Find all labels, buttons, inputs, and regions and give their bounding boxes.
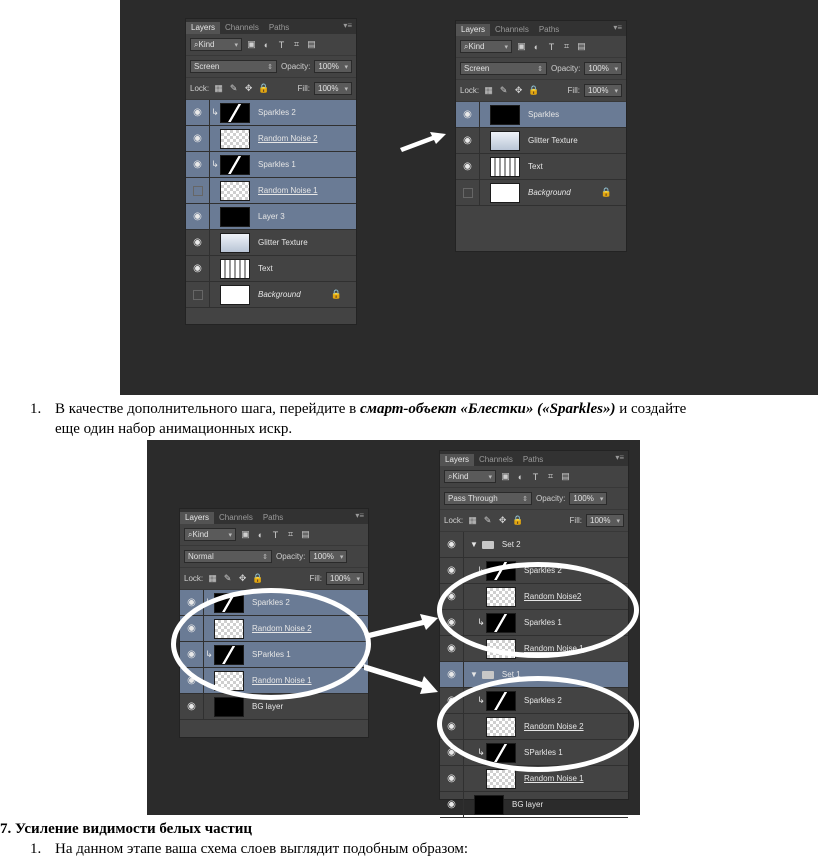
layer-name: Sparkles 1 [258,160,296,169]
lock-paint-icon[interactable]: ✎ [483,515,492,525]
eye-icon: ◉ [447,617,456,628]
tab-paths[interactable]: Paths [268,23,290,32]
shape-filter-icon[interactable]: ⌗ [547,471,554,481]
fill-value: 100% [318,84,339,93]
expand-triangle-icon[interactable]: ▼ [470,670,478,679]
panel-tabs [180,509,368,524]
eye-icon: ◉ [447,721,456,732]
step-number: 1. [30,401,42,417]
step-text-part1: В качестве дополнительного шага, перейдите в [55,401,361,417]
screenshot-bottom [147,440,640,815]
lock-paint-icon[interactable]: ✎ [223,573,232,583]
layer-row[interactable] [456,154,626,180]
clipping-arrow-icon: ↳ [477,747,485,757]
visibility-toggle[interactable] [456,128,480,153]
eye-icon: ◉ [193,159,202,170]
layer-row[interactable] [186,230,356,256]
visibility-toggle[interactable] [456,154,480,179]
filter-row [440,466,628,488]
layer-group[interactable] [440,532,628,558]
blend-mode-value: Screen [464,64,490,73]
eye-icon: ◉ [187,597,196,608]
layer-row[interactable] [440,792,628,818]
fill-input[interactable] [326,572,364,585]
lock-position-icon[interactable]: ✥ [238,573,247,583]
opacity-label: Opacity: [281,62,311,71]
chevron-down-icon: ▾ [616,517,620,525]
visibility-toggle[interactable] [440,792,464,817]
section-item-number: 1. [30,841,42,857]
clipping-arrow-icon: ↳ [211,159,219,169]
lock-pixels-icon[interactable]: ▦ [214,83,223,93]
image-filter-icon[interactable]: ▣ [517,41,526,51]
adjustment-filter-icon[interactable]: ◐ [517,471,524,482]
empty-visibility-box [463,188,473,198]
type-filter-icon[interactable]: T [532,471,539,482]
layer-name: Random Noise 1 [524,774,584,783]
chevron-down-icon: ▾ [344,85,348,93]
tab-channels[interactable]: Channels [219,513,253,522]
blend-mode-select[interactable] [460,62,547,75]
layer-name: Glitter Texture [528,136,578,145]
layer-thumbnail [220,259,250,279]
lock-label: Lock: [444,516,464,525]
search-icon: ⌕ [448,471,453,481]
tab-layers[interactable]: Layers [186,22,220,34]
lock-all-icon[interactable]: 🔒 [258,83,270,93]
clipping-arrow-icon: ↳ [477,695,485,705]
image-filter-icon[interactable]: ▣ [501,471,510,481]
layer-name: Text [528,162,543,171]
eye-icon: ◉ [447,669,456,680]
screenshot-top [120,0,818,395]
smartobject-filter-icon[interactable]: ▤ [561,471,570,481]
lock-position-icon[interactable]: ✥ [514,85,523,95]
layer-name: Sparkles 2 [258,108,296,117]
opacity-value: 100% [573,494,594,503]
empty-visibility-box [193,186,203,196]
step-line-1 [30,400,686,418]
layer-name: Random Noise 2 [524,722,584,731]
layer-name: Random Noise 2 [252,624,312,633]
lock-all-icon[interactable]: 🔒 [512,515,524,525]
layer-thumbnail [490,183,520,203]
fill-value: 100% [330,574,351,583]
layer-name: BG layer [252,702,284,711]
layers-list [186,100,356,308]
layer-name: Sparkles 2 [524,696,562,705]
blend-mode-select[interactable] [190,60,277,73]
layer-name: Glitter Texture [258,238,308,247]
clipping-arrow-icon: ↳ [477,565,485,575]
visibility-toggle[interactable] [186,100,210,125]
layer-name: Sparkles 2 [252,598,290,607]
clipping-arrow-icon: ↳ [211,107,219,117]
search-icon: ⌕ [188,529,193,539]
panel-tabs [456,21,626,36]
layer-name: Background [528,188,571,197]
tab-channels[interactable]: Channels [479,455,513,464]
kind-filter-select[interactable] [460,40,512,53]
panel-menu-icon[interactable]: ▾≡ [343,21,352,30]
visibility-toggle[interactable] [186,230,210,255]
layer-row[interactable] [186,256,356,282]
kind-filter-select[interactable] [444,470,496,483]
filter-row [186,34,356,56]
visibility-toggle[interactable] [180,694,204,719]
tab-paths[interactable]: Paths [538,25,560,34]
fill-label: Fill: [569,516,582,525]
type-filter-icon[interactable]: T [278,39,285,50]
eye-icon: ◉ [193,237,202,248]
panel-menu-icon[interactable]: ▾≡ [355,511,364,520]
shape-filter-icon[interactable]: ⌗ [287,529,294,539]
layer-row[interactable] [456,102,626,128]
layer-thumbnail [220,181,250,201]
tab-channels[interactable]: Channels [495,25,529,34]
fill-label: Fill: [309,574,322,583]
section-item [30,840,468,858]
clipping-arrow-icon: ↳ [205,649,213,659]
layers-list [456,102,626,206]
expand-triangle-icon[interactable]: ▼ [470,540,478,549]
lock-icon: 🔒 [600,187,612,197]
opacity-value: 100% [313,552,334,561]
layer-row[interactable] [186,178,356,204]
fill-input[interactable] [584,84,622,97]
tab-paths[interactable]: Paths [522,455,544,464]
visibility-toggle[interactable] [186,256,210,281]
kind-label: Kind [198,40,215,49]
layer-thumbnail [490,131,520,151]
eye-icon: ◉ [193,263,202,274]
clipping-arrow-icon: ↳ [477,617,485,627]
opacity-label: Opacity: [276,552,306,561]
layer-name: Random Noise 1 [252,676,312,685]
opacity-value: 100% [588,64,609,73]
lock-all-icon[interactable]: 🔒 [528,85,540,95]
layer-name: Sparkles [528,110,560,119]
lock-paint-icon[interactable]: ✎ [499,85,508,95]
layer-name: Set 2 [501,540,521,549]
blend-mode-value: Screen [194,62,220,71]
chevron-down-icon: ▾ [614,65,618,73]
step-line-2 [55,420,292,438]
layer-row[interactable] [186,282,356,308]
layers-panel-after [455,20,627,252]
layer-thumbnail [474,795,504,815]
eye-icon: ◉ [463,135,472,146]
type-filter-icon[interactable]: T [548,41,555,52]
chevron-down-icon: ▾ [228,531,232,539]
layer-name: SParkles 1 [252,650,291,659]
layer-thumbnail [490,157,520,177]
eye-icon: ◉ [193,133,202,144]
lock-paint-icon[interactable]: ✎ [229,83,238,93]
fill-input[interactable] [314,82,352,95]
visibility-toggle[interactable] [186,178,210,203]
kind-label: Kind [468,42,485,51]
tab-channels[interactable]: Channels [225,23,259,32]
layer-name: Random Noise 1 [258,186,318,195]
panel-menu-icon[interactable]: ▾≡ [615,453,624,462]
layer-row[interactable] [186,126,356,152]
eye-icon: ◉ [447,565,456,576]
blend-mode-value: Normal [188,552,214,561]
chevron-updown-icon: ⇕ [262,553,268,561]
eye-icon: ◉ [447,747,456,758]
opacity-value: 100% [318,62,339,71]
lock-pixels-icon[interactable]: ▦ [208,573,217,583]
blend-mode-value: Pass Through [448,494,498,503]
eye-icon: ◉ [447,799,456,810]
step-text-emphasis: смарт-объект «Блестки» («Sparkles») [360,401,616,417]
layer-row[interactable] [186,100,356,126]
filter-row [180,524,368,546]
highlight-ellipse-left [171,588,371,700]
fill-label: Fill: [297,84,310,93]
layer-thumbnail [220,129,250,149]
layer-name: Set 1 [501,670,521,679]
visibility-toggle[interactable] [186,282,210,307]
blend-mode-select[interactable] [444,492,532,505]
lock-row [186,78,356,100]
layers-panel-before [185,18,357,325]
eye-icon: ◉ [447,695,456,706]
search-icon: ⌕ [194,39,199,49]
fill-label: Fill: [567,86,580,95]
lock-label: Lock: [190,84,210,93]
smartobject-filter-icon[interactable]: ▤ [301,529,310,539]
chevron-updown-icon: ⇕ [522,495,528,503]
eye-icon: ◉ [193,211,202,222]
shape-filter-icon[interactable]: ⌗ [293,39,300,49]
layer-row[interactable] [456,180,626,206]
adjustment-filter-icon[interactable]: ◐ [257,529,264,540]
kind-label: Kind [192,530,209,539]
smartobject-filter-icon[interactable]: ▤ [577,41,586,51]
panel-tabs [186,19,356,34]
opacity-input[interactable] [314,60,352,73]
layer-name: Random Noise2 [524,592,582,601]
visibility-toggle[interactable] [440,532,464,557]
lock-position-icon[interactable]: ✥ [244,83,253,93]
lock-all-icon[interactable]: 🔒 [252,573,264,583]
arrow-up-right-icon [362,610,442,640]
visibility-toggle[interactable] [186,152,210,177]
lock-row [180,568,368,590]
section-heading-text: 7. Усиление видимости белых частиц [0,821,252,837]
section-item-text: На данном этапе ваша схема слоев выглядит подобным образом: [55,841,469,857]
layer-thumbnail [486,769,516,789]
image-filter-icon[interactable]: ▣ [241,529,250,539]
visibility-toggle[interactable] [440,766,464,791]
blend-row [456,58,626,80]
eye-icon: ◉ [187,701,196,712]
visibility-toggle[interactable] [186,204,210,229]
kind-label: Kind [452,472,469,481]
step-text-part3: и создайте [615,401,687,417]
layer-thumbnail [220,103,250,123]
blend-row [186,56,356,78]
clipping-arrow-icon: ↳ [205,597,213,607]
chevron-updown-icon: ⇕ [537,65,544,73]
layer-thumbnail [220,207,250,227]
lock-label: Lock: [184,574,204,583]
chevron-down-icon: ▾ [488,473,492,481]
lock-label: Lock: [460,86,480,95]
search-icon: ⌕ [464,41,469,51]
blend-row [440,488,628,510]
chevron-down-icon: ▾ [339,553,344,561]
type-filter-icon[interactable]: T [272,529,279,540]
empty-visibility-box [193,290,203,300]
layer-thumbnail [220,233,250,253]
tab-layers[interactable]: Layers [180,512,214,524]
blend-row [180,546,368,568]
visibility-toggle[interactable] [456,102,480,127]
section-heading [0,820,252,838]
eye-icon: ◉ [447,539,456,550]
adjustment-filter-icon[interactable]: ◐ [533,41,540,52]
chevron-down-icon: ▾ [234,41,238,49]
eye-icon: ◉ [447,643,456,654]
eye-icon: ◉ [447,591,456,602]
blend-mode-select[interactable] [184,550,272,563]
chevron-updown-icon: ⇕ [267,63,274,71]
layer-name: Sparkles 2 [524,566,562,575]
tab-paths[interactable]: Paths [262,513,284,522]
chevron-down-icon: ▾ [504,43,508,51]
lock-row [456,80,626,102]
panel-menu-icon[interactable]: ▾≡ [613,23,622,32]
arrow-down-right-icon [362,660,442,700]
opacity-label: Opacity: [551,64,581,73]
layer-name: SParkles 1 [524,748,563,757]
opacity-label: Opacity: [536,494,566,503]
layer-thumbnail [214,697,244,717]
opacity-input[interactable] [584,62,622,75]
fill-input[interactable] [586,514,624,527]
eye-icon: ◉ [193,107,202,118]
lock-pixels-icon[interactable]: ▦ [484,85,493,95]
lock-row [440,510,628,532]
fill-value: 100% [588,86,609,95]
chevron-down-icon: ▾ [356,575,360,583]
eye-icon: ◉ [187,623,196,634]
layer-row[interactable] [456,128,626,154]
tab-layers[interactable]: Layers [456,24,490,36]
chevron-down-icon: ▾ [614,87,618,95]
highlight-ellipse-right-top [437,562,639,658]
lock-icon: 🔒 [330,289,342,299]
filter-row [456,36,626,58]
arrow-right-icon [398,128,448,152]
visibility-toggle[interactable] [456,180,480,205]
layer-name: Text [258,264,273,273]
step-text-line2: еще один набор анимационных искр. [55,421,293,437]
highlight-ellipse-right-bottom [437,676,639,772]
eye-icon: ◉ [187,649,196,660]
layer-name: BG layer [512,800,544,809]
visibility-toggle[interactable] [186,126,210,151]
smartobject-filter-icon[interactable]: ▤ [307,39,316,49]
layer-thumbnail [220,285,250,305]
eye-icon: ◉ [187,675,196,686]
chevron-down-icon: ▾ [344,63,348,71]
visibility-toggle[interactable] [440,662,464,687]
eye-icon: ◉ [463,109,472,120]
adjustment-filter-icon[interactable]: ◐ [263,39,270,50]
lock-pixels-icon[interactable]: ▦ [468,515,477,525]
layer-name: Random Noise 2 [258,134,318,143]
folder-icon [482,671,494,679]
layer-thumbnail [220,155,250,175]
chevron-down-icon: ▾ [599,495,604,503]
shape-filter-icon[interactable]: ⌗ [563,41,570,51]
image-filter-icon[interactable]: ▣ [247,39,256,49]
opacity-input[interactable] [309,550,347,563]
eye-icon: ◉ [463,161,472,172]
layer-row[interactable] [186,152,356,178]
kind-filter-select[interactable] [184,528,236,541]
layer-thumbnail [490,105,520,125]
layer-row[interactable] [186,204,356,230]
layer-name: Random Noise 1 [524,644,584,653]
layer-name: Layer 3 [258,212,285,221]
eye-icon: ◉ [447,773,456,784]
layer-name: Background [258,290,301,299]
folder-icon [482,541,494,549]
kind-filter-select[interactable] [190,38,242,51]
opacity-input[interactable] [569,492,607,505]
lock-position-icon[interactable]: ✥ [498,515,507,525]
layer-name: Sparkles 1 [524,618,562,627]
tab-layers[interactable]: Layers [440,454,474,466]
panel-tabs [440,451,628,466]
fill-value: 100% [590,516,611,525]
